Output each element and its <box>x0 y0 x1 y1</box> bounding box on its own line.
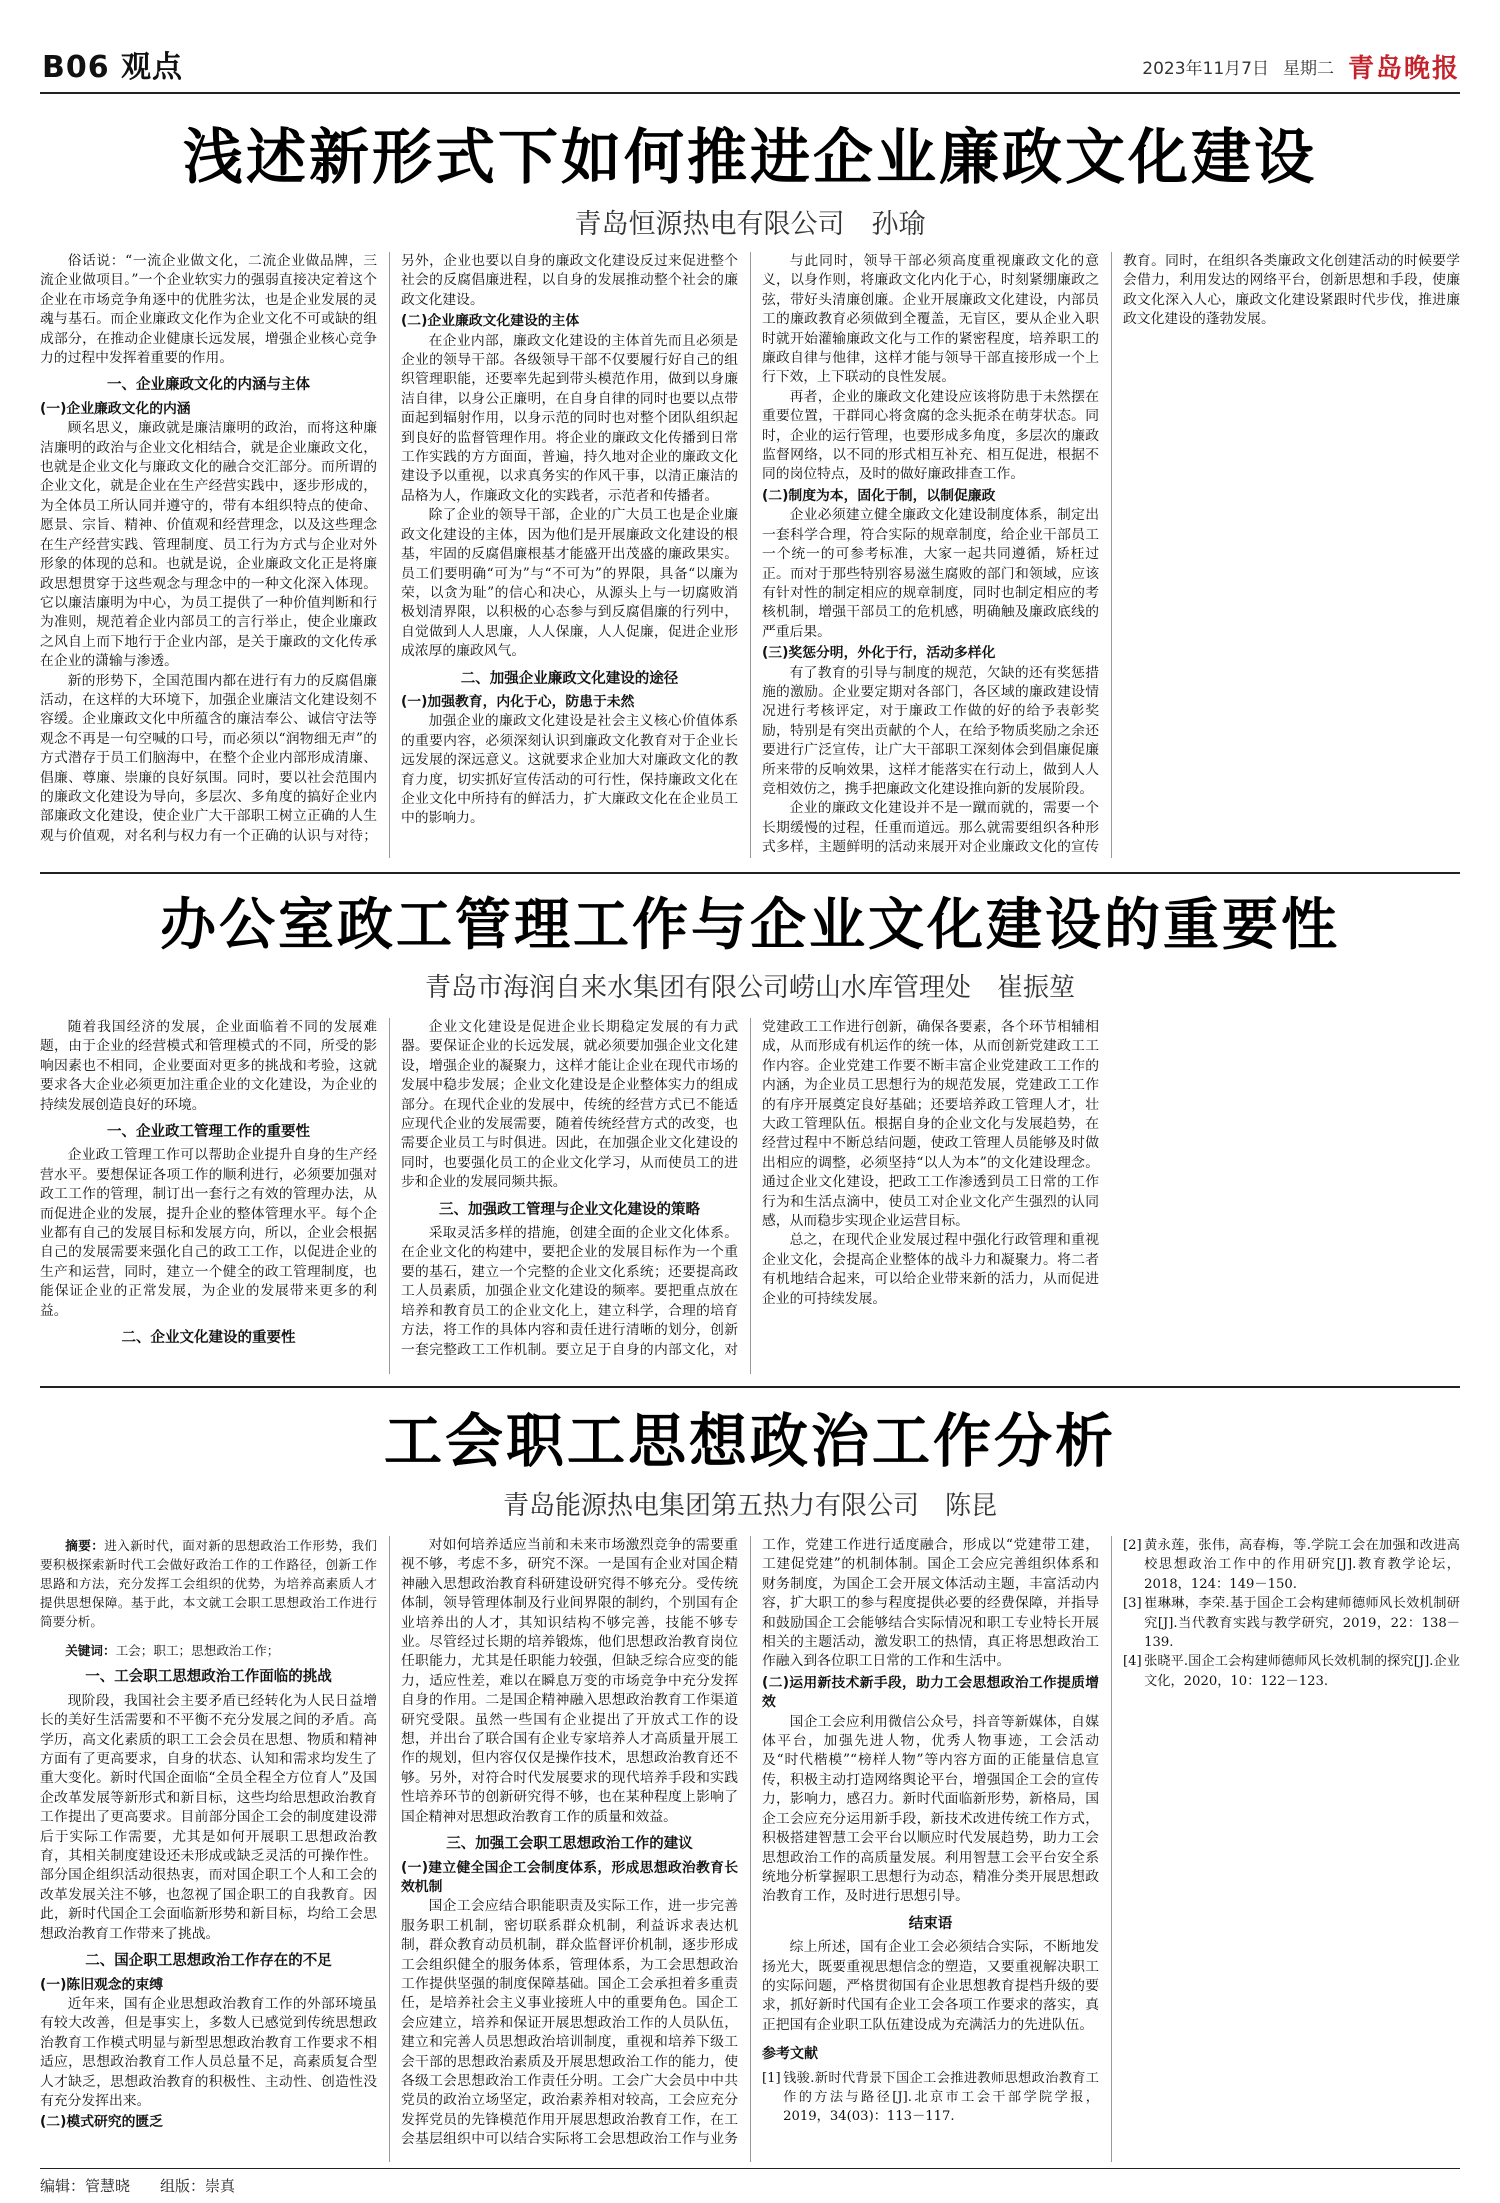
paragraph: 企业必须建立健全廉政文化建设制度体系，制定出一套科学合理，符合实际的规章制度，给企业干部员工一个统一的可参考标准，大家一起共同遵循，矫枉过正。而对于那些特别容易滋生腐败的部门和领域，应该有针对性的制定相应的规章制度，同时也制定相应的考核机制，增强干部员工的危机感，明确触及廉政底线的严重后果。 <box>762 507 1099 640</box>
subsection-heading: (一)企业廉政文化的内涵 <box>40 400 191 417</box>
masthead-info <box>1142 48 1460 85</box>
paragraph: 俗话说：“一流企业做文化，二流企业做品牌，三流企业做项目。”一个企业软实力的强弱直接决定着这个企业在市场竞争角逐中的优胜劣汰，也是企业发展的灵魂与基石。而企业廉政文化作为企业文化不可或缺的组成部分，在推动企业健康长远发展，增强企业核心竞争力的过程中发挥着重要的作用。 <box>40 253 377 367</box>
subsection-heading: (一)建立健全国企工会制度体系，形成思想政治教育长效机制 <box>401 1859 738 1895</box>
article-body <box>40 1018 1460 1374</box>
subsection-heading: (一)加强教育，内化于心，防患于未然 <box>401 693 635 710</box>
section-heading: 二、加强企业廉政文化建设的途径 <box>460 670 679 687</box>
paragraph: 在企业内部，廉政文化建设的主体首先而且必须是企业的领导干部。各级领导干部不仅要履行好自己的组织管理职能，还要率先起到带头模范作用，做到以身廉洁自律，以身公正廉明，在自身自律的同时也要以点带面起到辐射作用，以身示范的同时也对整个团队组织起到良好的监督管理作用。将企业的廉政文化传播到日常工作实践的方方面面，普遍，持久地对企业的廉政文化建设予以重视，以求真务实的作风干事，以清正廉洁的品格为人，作廉政文化的实践者，示范者和传播者。 <box>401 332 738 504</box>
editor-credit: 编辑：管慧晓 <box>40 2177 131 2195</box>
article-byline: 青岛恒源热电有限公司 孙瑜 <box>574 209 926 240</box>
keywords-label: 关键词： <box>65 1643 116 1658</box>
section-heading: 三、加强政工管理与企业文化建设的策略 <box>439 1201 700 1218</box>
page-footer <box>40 2168 1460 2196</box>
paragraph: 随着我国经济的发展，企业面临着不同的发展难题，由于企业的经营模式和管理模式的不同，所受的影响因素也不相同，企业要面对更多的挑战和考验，这就要求各大企业必须更加注重企业的文化建设，为企业的持续发展创造良好的环境。 <box>40 1019 377 1113</box>
paragraph: 采取灵活多样的措施，创建全面的企业文化体系。在企业文化的构建中，要把企业的发展目标作为一个重要的基石，建立一个完整的企业文化系统；还要提高政工人员素质，加强企业文化建设的频率。要把重点放在培养和教育员工的企业文化上，建立科学，合理的培育方法，将工作的具体内容和责任进行清晰的划分，创新一套完整政工工作机制。要立足于自身的内部文化，对党建政工工作进行创新，确保各要素，各个环节相辅相成，从而形成有机运作的统一体，从而创新党建政工工作内容。企业党建工作要不断丰富企业党建政工工作的内涵，为企业员工思想行为的规范发展，党建政工工作的有序开展奠定良好基础；还要培养政工管理人才，壮大政工管理队伍。根据自身的企业文化与发展趋势，在经营过程中不断总结问题，使政工管理人员能够及时做出相应的调整，必须坚持“以人为本”的文化建设理念。通过企业文化建设，把政工工作渗透到员工日常的工作行为和生活点滴中，使员工对企业文化产生强烈的认同感，从而稳步实现企业运营目标。 <box>401 1019 1099 1358</box>
abstract <box>40 1536 377 1631</box>
issue-date: 2023年11月7日 <box>1142 59 1269 79</box>
article-separator <box>40 872 1460 874</box>
paragraph: 有了教育的引导与制度的规范，欠缺的还有奖惩措施的激励。企业要定期对各部门，各区域的廉政建设情况进行考核评定，对于廉政工作做的好的给予表彰奖励，特别是有突出贡献的个人，在给予物质奖励之余还要进行广泛宣传，让广大干部职工深刻体会到倡廉促廉所来带的反响效果，这样才能落实在行动上，做到人人竞相效仿之，携手把廉政文化建设推向新的发展阶段。 <box>762 664 1099 797</box>
keywords <box>40 1641 377 1660</box>
section-heading: 一、工会职工思想政治工作面临的挑战 <box>85 1669 332 1686</box>
reference-item: [1] 钱骏.新时代背景下国企工会推进教师思想政治教育工作的方法与路径[J].北京市工会干部学院学报，2019，34(03)：113－117. <box>762 2070 1099 2125</box>
subsection-heading: (三)奖惩分明，外化于行，活动多样化 <box>762 645 996 662</box>
issue-weekday: 星期二 <box>1282 59 1334 79</box>
paragraph: 再者，企业的廉政文化建设应该将防患于未然摆在重要位置，干群同心将贪腐的念头扼杀在萌芽状态。同时，企业的运行管理，也要形成多角度，多层次的廉政监督网络，以不同的形式相互补充、相互促进，根据不同的岗位特点，及时的做好廉政排查工作。 <box>762 388 1099 483</box>
paragraph: 与此同时，领导干部必须高度重视廉政文化的意义，以身作则，将廉政文化内化于心，时刻紧绷廉政之弦，带好头清廉创廉。企业开展廉政文化建设，内部员工的廉政教育必须做到全覆盖，无盲区，要从企业入职时就开始灌输廉政文化与工作的紧密程度，培养职工的廉政自律与他律，这样才能与领导干部直接形成一个上行下效，上下联动的良性发展。 <box>762 253 1099 386</box>
subsection-heading: (二)制度为本，固化于制，以制促廉政 <box>762 487 996 504</box>
masthead <box>40 40 1460 94</box>
article-union-political-work <box>40 1396 1460 2162</box>
section-heading: 一、企业政工管理工作的重要性 <box>107 1124 310 1141</box>
section-heading: 一、企业廉政文化的内涵与主体 <box>107 377 310 394</box>
reference-item: [2] 黄永莲，张伟，高春梅，等.学院工会在加强和改进高校思想政治工作中的作用研究[J].教育教学论坛，2018，124：149－150. <box>1123 1538 1460 1592</box>
paragraph: 现阶段，我国社会主要矛盾已经转化为人民日益增长的美好生活需要和不平衡不充分发展之间的矛盾。高学历，高文化素质的职工工会会员在思想、物质和精神方面有了更高要求，自身的状态、认知和需求均发生了重大变化。新时代国企面临“全员全程全方位育人”及国企改革发展等新形式和新目标，这些均给思想政治教育工作提出了更高要求。目前部分国企工会的制度建设滞后于实际工作需要，尤其是如何开展职工思想政治教育，其相关制度建设还未形成或缺乏灵活的可操作性。部分国企组织活动很热衷，而对国企职工个人和工会的改革发展关注不够，也忽视了国企职工的自我教育。因此，新时代国企工会面临新形势和新目标，均给工会思想政治教育工作带来了挑战。 <box>40 1692 377 1942</box>
subsection-heading: (二)企业廉政文化建设的主体 <box>401 313 580 330</box>
paragraph: 企业政工管理工作可以帮助企业提升自身的生产经营水平。要想保证各项工作的顺利进行，必须要加强对政工工作的管理，制订出一套行之有效的管理办法，从而促进企业的发展，提升企业的整体管理水平。每个企业都有自己的发展目标和发展方向，所以，企业会根据自己的发展需要来强化自己的政工工作，以促进企业的生产和运营，同时，建立一个健全的政工管理制度，也能保证企业的正常发展，为企业的发展带来更多的利益。 <box>40 1147 377 1319</box>
article-body <box>40 1536 1460 2162</box>
paragraph: 对如何培养适应当前和未来市场激烈竞争的需要重视不够，考虑不多，研究不深。一是国有企业对国企精神融入思想政治教育科研建设研究得不够充分。受传统体制，领导管理体制及行业间界限的制约，个别国有企业培养出的人才，其知识结构不够完善，技能不够专业。尽管经过长期的培养锻炼，他们思想政治教育岗位任职能力，尤其是任职能力较强，但缺乏综合应变的能力，适应性差，难以在瞬息万变的市场竞争中充分发挥自身的作用。二是国企精神融入思想政治教育工作渠道研究受限。虽然一些国有企业提出了开放式工作的设想，并出台了联合国有企业专家培养人才高质量开展工作的规划，但内容仅仅是操作技术，思想政治教育还不够。另外，对符合时代发展要求的现代培养手段和实践性培养环节的创新研究得不够，也在某种程度上影响了国企精神对思想政治教育工作的质量和效益。 <box>401 1537 738 1825</box>
section-heading: 二、企业文化建设的重要性 <box>121 1330 296 1347</box>
paragraph: 近年来，国有企业思想政治教育工作的外部环境虽有较大改善，但是事实上，多数人已感觉到传统思想政治教育工作模式明显与新型思想政治教育工作要求不相适应，思想政治教育工作人员总量不足，高素质复合型人才缺乏，思想政治教育的积极性、主动性、创造性没有充分发挥出来。 <box>40 1995 377 2109</box>
keywords-text: 工会；职工；思想政治工作； <box>115 1643 280 1658</box>
section-heading: 二、国企职工思想政治工作存在的不足 <box>85 1953 332 1970</box>
article-byline: 青岛市海润自来水集团有限公司崂山水库管理处 崔振堃 <box>424 973 1075 1003</box>
paragraph: 综上所述，国有企业工会必须结合实际，不断地发扬光大，既要重视思想信念的塑造，又要重视解决职工的实际问题，严格贯彻国有企业思想教育提档升级的要求，抓好新时代国有企业工会各项工作要求的落实，真正把国有企业职工队伍建设成为充满活力的先进队伍。 <box>762 1939 1099 2033</box>
abstract-label: 摘要： <box>65 1538 105 1553</box>
article-byline: 青岛能源热电集团第五热力有限公司 陈昆 <box>502 1491 997 1521</box>
article-anti-corruption-culture <box>40 112 1460 858</box>
reference-item: [4] 张晓平.国企工会构建师德师风长效机制的探究[J].企业文化，2020，10：122－123. <box>1123 1654 1460 1689</box>
page-label: B06 观点 <box>42 50 184 85</box>
article-headline: 浅述新形式下如何推进企业廉政文化建设 <box>183 123 1317 193</box>
abstract-text: 进入新时代，面对新的思想政治工作形势，我们要积极探索新时代工会做好政治工作的工作路径，创新工作思路和方法，充分发挥工会组织的优势，为培养高素质人才提供思想保障。基于此，本文就工会职工思想政治工作进行简要分析。 <box>40 1538 378 1629</box>
paragraph: 加强企业的廉政文化建设是社会主义核心价值体系的重要内容，必须深刻认识到廉政文化教育对于企业长远发展的深远意义。这就要求企业加大对廉政文化的教育力度，切实抓好宣传活动的可行性，保持廉政文化在企业文化中所持有的鲜活力，扩大廉政文化在企业员工中的影响力。 <box>401 713 738 827</box>
layout-credit: 组版：崇真 <box>160 2177 236 2195</box>
article-body <box>40 252 1460 858</box>
paragraph: 企业文化建设是促进企业长期稳定发展的有力武器。要保证企业的长远发展，就必须要加强企业文化建设，增强企业的凝聚力，这样才能让企业在现代市场的发展中稳步发展；企业文化建设是企业整体实力的组成部分。在现代企业的发展中，传统的经营方式已不能适应现代企业的发展需要，随着传统经营方式的改变，也需要企业员工与时俱进。因此，在加强企业文化建设的同时，也要强化员工的企业文化学习，从而使员工的进步和企业的发展同频共振。 <box>401 1019 738 1191</box>
article-office-management <box>40 882 1460 1374</box>
paragraph: 顾名思义，廉政就是廉洁廉明的政治，而将这种廉洁廉明的政治与企业文化相结合，就是企业廉政文化，也就是企业文化与廉政文化的融合交汇部分。而所谓的企业文化，就是企业在生产经营实践中，逐步形成的，为全体员工所认同并遵守的，带有本组织特点的使命、愿景、宗旨、精神、价值观和经营理念，以及这些理念在生产经营实践、管理制度、员工行为方式与企业对外形象的体现的总和。也就是说，企业廉政文化正是将廉政思想贯穿于这些观念与理念中的一种文化深入体现。它以廉洁廉明为中心，为员工提供了一种价值判断和行为准则，规范着企业内部员工的言行举止，使企业廉政之风自上而下地行于企业内部，是关于廉政的文化传承在企业的潇输与渗透。 <box>40 420 377 670</box>
article-headline: 办公室政工管理工作与企业文化建设的重要性 <box>160 892 1340 958</box>
paragraph: 除了企业的领导干部，企业的广大员工也是企业廉政文化建设的主体，因为他们是开展廉政文化建设的根基，牢固的反腐倡廉根基才能盛开出茂盛的廉政果实。员工们要明确“可为”与“不可为”的界限，具备“以廉为荣，以贪为耻”的信心和决心，从源头上与一切腐败消极划清界限，以积极的心态参与到反腐倡廉的行列中，自觉做到人人思廉，人人保廉，人人促廉，促进企业形成浓厚的廉政风气。 <box>401 507 738 660</box>
newspaper-logo: 青岛晚报 <box>1347 54 1460 84</box>
paragraph: 国企工会应结合职能职责及实际工作，进一步完善服务职工机制，密切联系群众机制，利益诉求表达机制，群众教育动员机制，群众监督评价机制，逐步形成工会组织健全的服务体系，管理体系，为工会思想政治工作提供坚强的制度保障基础。国企工会承担着多重责任，是培养社会主义事业接班人中的重要角色。国企工会应建立，培养和保证开展思想政治工作的人员队伍，建立和完善人员思想政治培训制度，重视和培养下级工会干部的思想政治素质及开展思想政治工作的能力，使各级工会思想政治工作责任分明。工会广大会员中中共党员的政治立场坚定，政治素养相对较高，工会应充分发挥党员的先锋模范作用开展思想政治教育工作，在工会基层组织中可以结合实际将工会思想政治工作与业务工作，党建工作进行适度融合，形成以“党建带工建，工建促党建”的机制体制。国企工会应完善组织体系和财务制度，为国企工会开展文体活动主题，丰富活动内容，扩大职工的参与程度提供必要的经费保障，并指导和鼓励国企工会能够结合实际情况和职工专业特长开展相关的主题活动，激发职工的热情，真正将思想政治工作融入到各位职工日常的工作和生活中。 <box>401 1537 1099 2148</box>
paragraph: 企业的廉政文化建设并不是一蹴而就的，需要一个长期缓慢的过程，任重而道远。那么就需要组织各种形式多样，主题鲜明的活动来展开对企业廉政文化的宣传教育。同时，在组织各类廉政文化创建活动的时候要学会借力，利用发达的网络平台，创新思想和手段，使廉政文化深入人心，廉政文化建设紧跟时代步伐，推进廉政文化建设的蓬勃发展。 <box>762 253 1460 856</box>
reference-item: [3] 崔琳琳，李荣.基于国企工会构建师德师风长效机制研究[J].当代教育实践与教学研究，2019，22：138－139. <box>1123 1596 1460 1651</box>
section-heading: 结束语 <box>908 1915 953 1932</box>
references-title: 参考文献 <box>762 2046 818 2063</box>
paragraph: 总之，在现代企业发展过程中强化行政管理和重视企业文化，会提高企业整体的战斗力和凝聚力。将二者有机地结合起来，可以给企业带来新的活力，从而促进企业的可持续发展。 <box>762 1232 1099 1307</box>
section-heading: 三、加强工会职工思想政治工作的建议 <box>446 1836 693 1853</box>
article-separator <box>40 1386 1460 1388</box>
paragraph: 国企工会应利用微信公众号，抖音等新媒体，自媒体平台，加强先进人物，优秀人物事迹，工会活动及“时代楷模”“榜样人物”等内容方面的正能量信息宣传，积极主动打造网络舆论平台，增强国企工会的宣传力，影响力，感召力。新时代面临新形势，新格局，国企工会应充分运用新手段，新技术改进传统工作方式，积极搭建智慧工会平台以顺应时代发展趋势，助力工会思想政治工作的高质量发展。利用智慧工会平台安全系统地分析掌握职工思想行为动态，精准分类开展思想政治教育工作，及时进行思想引导。 <box>762 1713 1099 1905</box>
paragraph: 新的形势下，全国范围内都在进行有力的反腐倡廉活动，在这样的大环境下，加强企业廉洁文化建设刻不容缓。企业廉政文化中所蕴含的廉洁奉公、诚信守法等观念不再是一句空喊的口号，而必须以“润物细无声”的方式潜存于员工们脑海中，在整个企业内部形成清廉、倡廉、尊廉、崇廉的良好氛围。同时，要以社会范围内的廉政文化建设为导向，多层次、多角度的搞好企业内部廉政文化建设，使企业广大干部职工树立正确的人生观与价值观，对名利与权力有一个正确的认识与对待；另外，企业也要以自身的廉政文化建设反过来促进整个社会的反腐倡廉进程，以自身的发展推动整个社会的廉政文化建设。 <box>40 253 738 844</box>
subsection-heading: (二)模式研究的匮乏 <box>40 2114 163 2131</box>
subsection-heading: (一)陈旧观念的束缚 <box>40 1976 163 1993</box>
subsection-heading: (二)运用新技术新手段，助力工会思想政治工作提质增效 <box>762 1674 1099 1711</box>
article-headline: 工会职工思想政治工作分析 <box>383 1407 1116 1475</box>
